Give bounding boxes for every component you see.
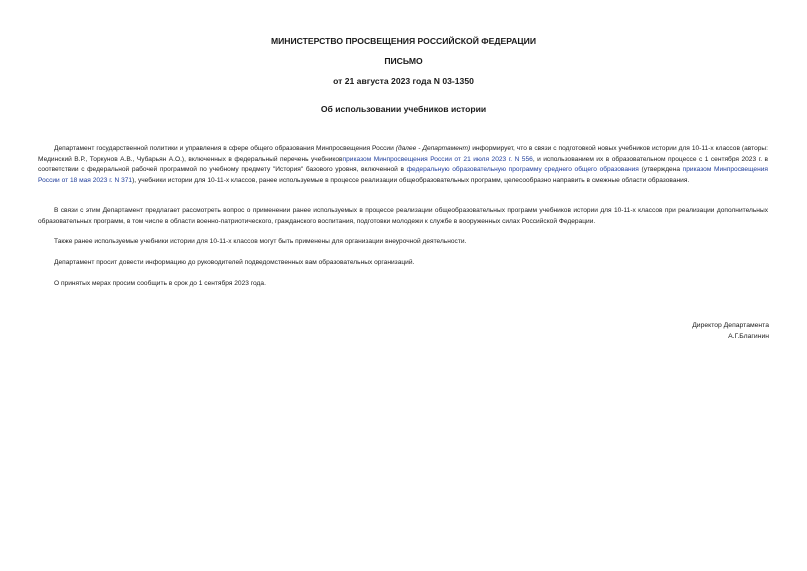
paragraph-3 xyxy=(38,237,768,248)
signature-name: А.Г.Благинин xyxy=(728,333,769,340)
paragraph-1-part-4: (утверждена xyxy=(638,166,683,174)
paragraph-2 xyxy=(38,206,768,227)
paragraph-1-part-1: Департамент государственной политики и управления в сфере общего образования Минпросвещения России xyxy=(54,145,396,152)
paragraph-1 xyxy=(38,144,768,186)
paragraph-1-part-5: ), учебники истории для 10-11-х классов, ранее используемые в процессе реализации общеобразовательных программ, целесообразно направить в смежные области образования. xyxy=(132,176,690,184)
federal-program-link[interactable]: федеральную образовательную программу среднего общего образования xyxy=(406,166,639,174)
signature-position: Директор Департамента xyxy=(692,322,769,329)
paragraph-4 xyxy=(38,258,768,269)
order-556-link[interactable]: приказом Минпросвещения России от 21 июля 2023 г. N 556 xyxy=(342,155,533,163)
paragraph-1-part-3: , и использованием их в образовательном процессе с 1 сентября 2023 г. в соответствии с федеральной рабочей программой по учебному предмету "История" базового уровня, включенной в xyxy=(38,155,768,174)
ministry-title: МИНИСТЕРСТВО ПРОСВЕЩЕНИЯ РОССИЙСКОЙ ФЕДЕРАЦИИ xyxy=(270,36,537,46)
paragraph-5 xyxy=(38,279,768,290)
paragraph-1-italic: (далее - Департамент) xyxy=(395,145,471,152)
paragraph-3-text: Также ранее используемые учебники истории для 10-11-х классов могут быть применены для организации внеурочной деятельности. xyxy=(54,238,467,245)
paragraph-5-text: О принятых мерах просим сообщить в срок до 1 сентября 2023 года. xyxy=(54,280,266,287)
paragraph-1-part-2: информирует, что в связи с подготовкой новых учебников истории для 10-11-х классов (авторы: Мединский В.Р., Торкунов А.В., Чубарьян А.О.), включенных в федеральный перечень учебников xyxy=(38,145,769,163)
paragraph-4-text: Департамент просит довести информацию до руководителей подведомственных вам образовательных организаций. xyxy=(54,259,415,266)
document-date-number: от 21 августа 2023 года N 03-1350 xyxy=(333,76,474,86)
document-subject: Об использовании учебников истории xyxy=(320,104,487,114)
order-371-link[interactable]: приказом Минпросвещения России от 18 мая 2023 г. N 371 xyxy=(38,166,768,184)
paragraph-2-text: В связи с этим Департамент предлагает рассмотреть вопрос о применении ранее используемых в процессе реализации общеобразовательных программ учебников истории для 10-11-х классов при реализации дополнительных образовательных программ, в том числе в области военно-патриотического, гражданского воспитания, подготовки молодежи к службе в вооруженных силах Российской Федерации. xyxy=(38,207,768,225)
document-type: ПИСЬМО xyxy=(384,56,423,66)
